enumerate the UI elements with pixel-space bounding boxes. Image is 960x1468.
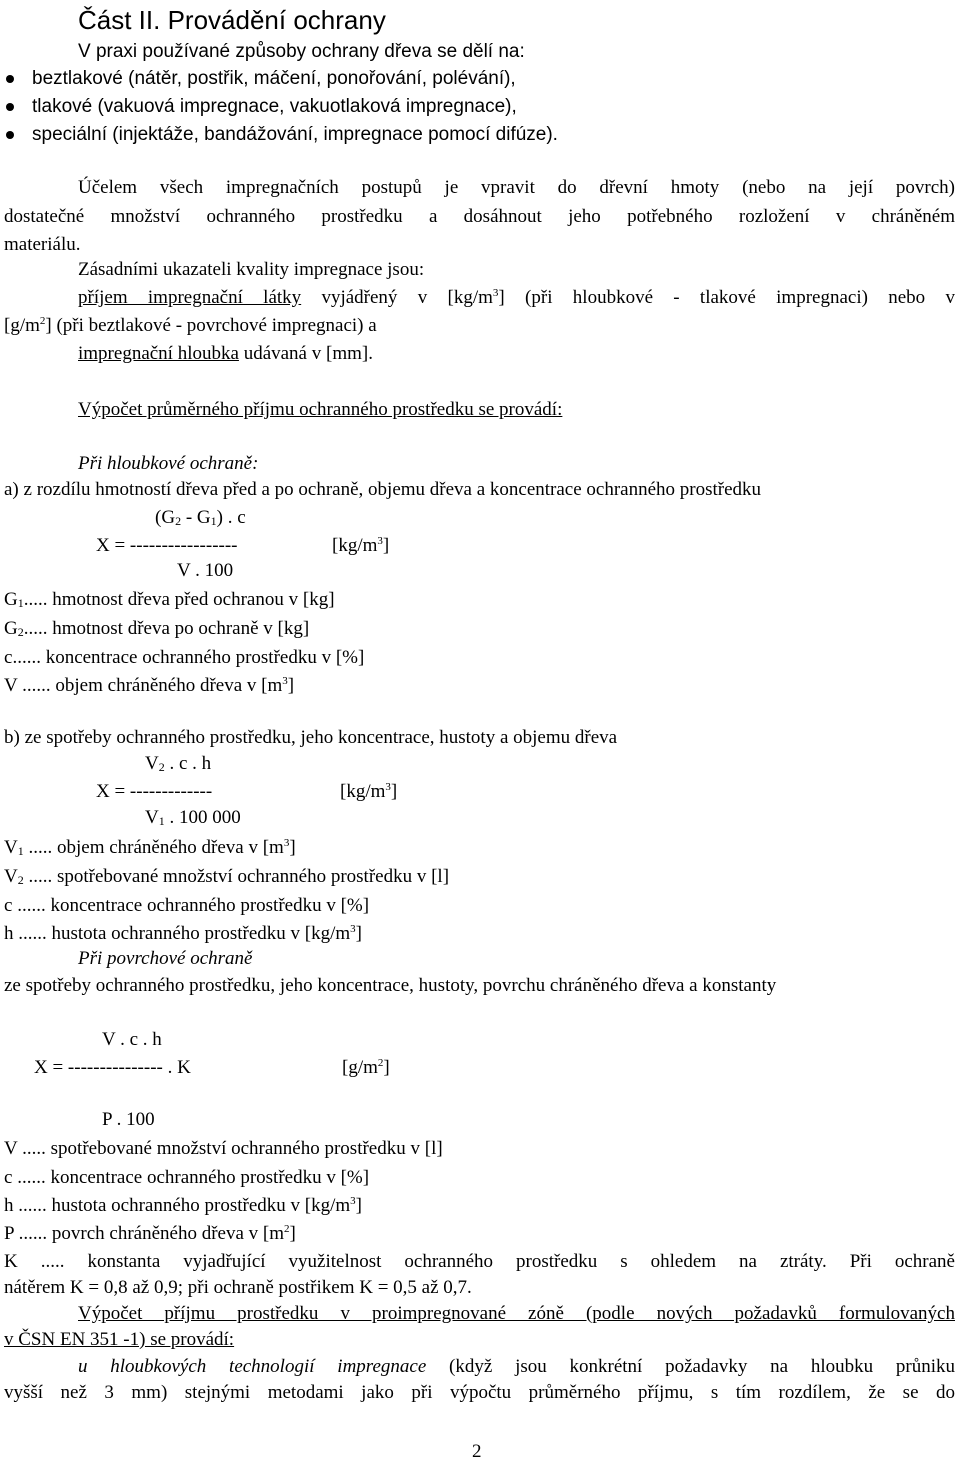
formula-b-numerator: $V_2$ . c . h [145,753,212,774]
formula-b-line: X = ------------- [96,781,213,802]
variable-row: c ...... koncentrace ochranného prostředku v [%] [4,1167,370,1188]
zone-heading: Výpočet příjmu prostředku v proimpregnované zóně (podle nových požadavků formulovaných [78,1303,955,1324]
quality-line: $[g/m^2]$ (při beztlakové - povrchové impregnaci) a [4,315,377,336]
variable-row: h ...... hustota ochranného prostředku v $[kg/m^3]$ [4,923,362,944]
variable-row: c ...... koncentrace ochranného prostředku v [%] [4,895,370,916]
list-item: tlakové (vakuová impregnace, vakuotlaková impregnace), [32,96,517,117]
bullet-icon [6,75,14,83]
surface-text: ze spotřeby ochranného prostředku, jeho koncentrace, hustoty, povrchu chráněného dřeva a konstanty [4,975,777,996]
variable-row: V ..... spotřebované množství ochranného prostředku v [l] [4,1138,443,1159]
quality-intake-line: příjem impregnační látky vyjádřený v $[kg/m^3]$ (při hloubkové - tlakové impregnaci) nebo v [78,287,955,308]
zone-line: u hloubkových technologií impregnace (když jsou konkrétní požadavky na hloubku průniku [78,1356,955,1377]
quality-depth-line: impregnační hloubka udávaná v [mm]. [78,343,373,364]
list-item: speciální (injektáže, bandážování, impregnace pomocí difúze). [32,124,558,145]
purpose-line: Účelem všech impregnačních postupů je vpravit do dřevní hmoty (nebo na její povrch) [78,177,955,198]
method-a-text: a) z rozdílu hmotností dřeva před a po ochraně, objemu dřeva a koncentrace ochranného prostředku [4,479,762,500]
formula-surface-denominator: P . 100 [102,1109,155,1130]
quality-heading: Zásadními ukazateli kvality impregnace jsou: [78,259,425,280]
purpose-line: materiálu. [4,234,81,255]
formula-a-numerator: $(G_2 - G_1)$ . c [155,507,246,528]
variable-row: P ...... povrch chráněného dřeva v $[m^2]$ [4,1223,296,1244]
constant-line: nátěrem K = 0,8 až 0,9; při ochraně postřikem K = 0,5 až 0,7. [4,1277,472,1298]
deep-heading: Při hloubkové ochraně: [78,453,259,474]
constant-line: K ..... konstanta vyjadřující využitelnost ochranného prostředku s ohledem na ztráty. Při ochraně [4,1251,955,1272]
zone-heading-cont: v ČSN EN 351 -1) se provádí: [4,1329,235,1350]
intro-text: V praxi používané způsoby ochrany dřeva se dělí na: [78,41,525,62]
list-item: beztlakové (nátěr, postřik, máčení, ponořování, polévání), [32,68,516,89]
intake-term: příjem impregnační látky [78,287,302,308]
formula-surface-line: X = --------------- . K [34,1057,191,1078]
variable-row: $G_1$..... hmotnost dřeva před ochranou v [kg] [4,589,335,610]
page-number: 2 [472,1441,482,1462]
formula-b-unit: $[kg/m^3]$ [340,781,398,802]
formula-surface-unit: $[g/m^2]$ [342,1057,390,1078]
part-title: Část II. Provádění ochrany [78,5,386,35]
zone-italic-term: u hloubkových technologií impregnace [78,1356,427,1377]
depth-term: impregnační hloubka [78,343,239,364]
variable-row: V ...... objem chráněného dřeva v $[m^3]$ [4,675,295,696]
variable-row: $V_1$ ..... objem chráněného dřeva v $[m^3]$ [4,837,296,858]
zone-line: vyšší než 3 mm) stejnými metodami jako při výpočtu průměrného příjmu, s tím rozdílem, že se do [4,1382,955,1403]
formula-surface-numerator: V . c . h [102,1029,162,1050]
variable-row: h ...... hustota ochranného prostředku v $[kg/m^3]$ [4,1195,362,1216]
formula-a-denominator: V . 100 [177,560,234,581]
surface-heading: Při povrchové ochraně [78,948,253,969]
purpose-line: dostatečné množství ochranného prostředku a dosáhnout jeho potřebného rozložení v chráněném [4,206,955,227]
formula-a-line: X = ----------------- [96,535,238,556]
formula-b-denominator: $V_1$ . 100 000 [145,807,241,828]
formula-a-unit: $[kg/m^3]$ [332,535,390,556]
variable-row: c...... koncentrace ochranného prostředku v [%] [4,647,365,668]
calc-heading: Výpočet průměrného příjmu ochranného prostředku se provádí: [78,399,563,420]
variable-row: $G_2$..... hmotnost dřeva po ochraně v [kg] [4,618,310,639]
variable-row: $V_2$ ..... spotřebované množství ochranného prostředku v [l] [4,866,450,887]
bullet-icon [6,103,14,111]
method-b-text: b) ze spotřeby ochranného prostředku, jeho koncentrace, hustoty a objemu dřeva [4,727,618,748]
bullet-icon [6,131,14,139]
